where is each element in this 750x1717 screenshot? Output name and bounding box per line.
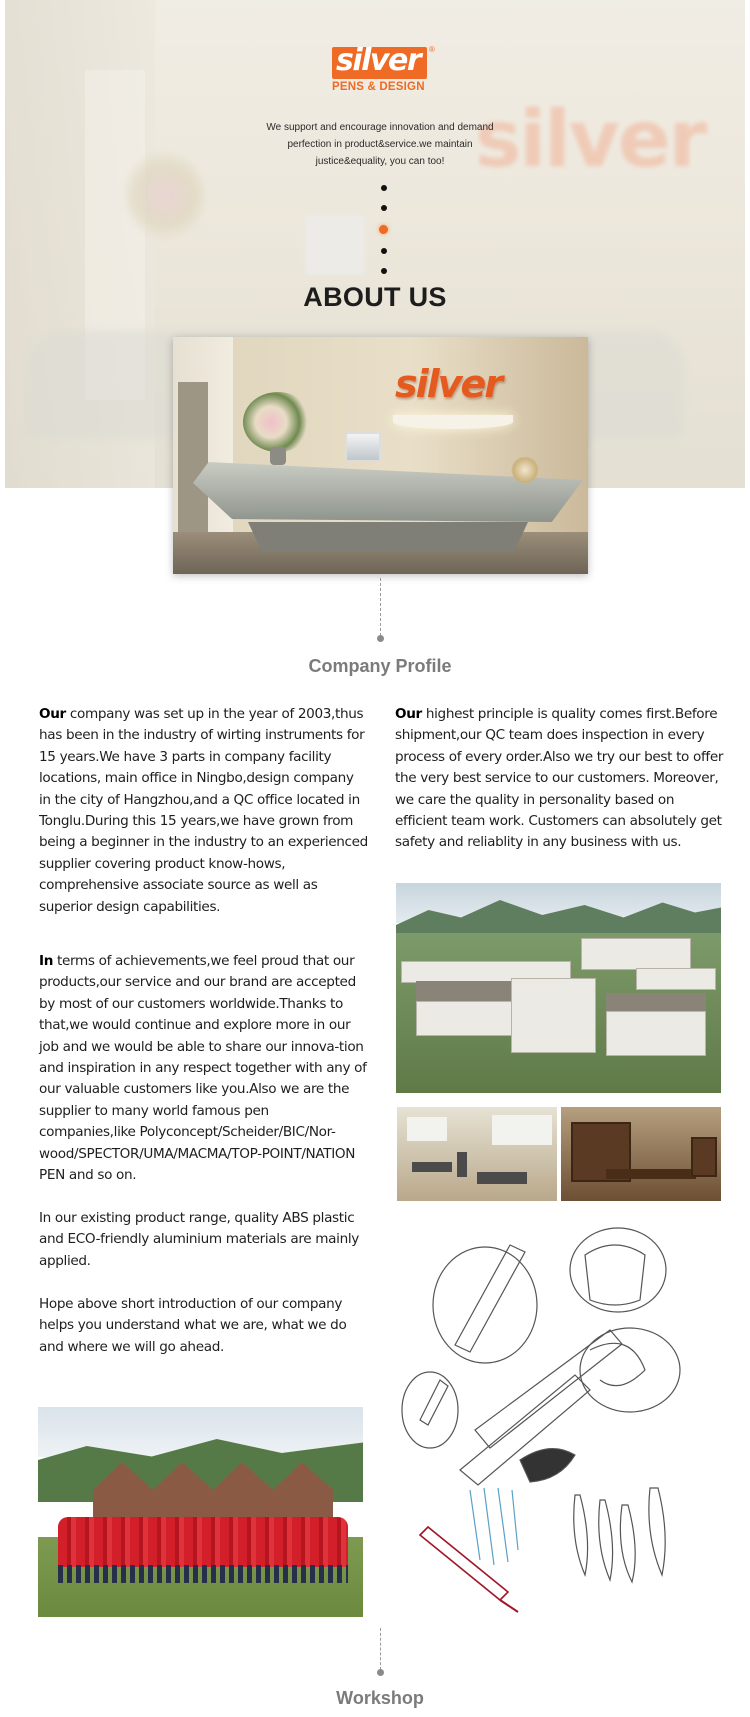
office-photo [397,1107,557,1201]
section-title-company-profile: Company Profile [308,656,452,676]
section-connector [380,578,381,636]
sketch-pen-red-tip [500,1600,518,1612]
profile-paragraph-3: In our existing product range, quality ABS plastic and ECO-friendly aluminium materials are mainly applied. [39,1210,359,1269]
photo-roof [606,993,706,1011]
slider-dot-5[interactable] [381,268,387,274]
photo-flowers [243,392,313,452]
sketch-circle [402,1372,458,1448]
paragraph-text: highest principle is quality comes first.Before shipment,our QC team does inspection in every process of every order.Also we try our best to offer the very best service to our customers. Moreover, we care the quality in personality based on efficient team work. Customers can absolutely get safety and reliablity in any business with us. [395,706,724,851]
hero-tagline: We support and encourage innovation and demand perfection in product&service.we maintain justice&equality, you can too! [266,122,494,167]
photo-table [606,1169,696,1179]
profile-paragraph-right [395,704,725,854]
sketch-pen-outline [649,1488,665,1575]
sketch-pen-red [420,1527,508,1600]
hero-bg-logo: silver [475,95,706,185]
sketch-pen-outline [574,1495,588,1575]
sketch-pen-clip [585,1245,645,1305]
slider-dot-1[interactable] [381,185,387,191]
photo-window [407,1117,447,1141]
pen-sketch-illustration [400,1220,725,1630]
sketch-circle [580,1328,680,1412]
photo-desk [477,1172,527,1184]
photo-cabinet [691,1137,717,1177]
meeting-room-photo [561,1107,721,1201]
section-connector [380,1628,381,1670]
photo-monitor [345,432,381,462]
photo-team-crowd [58,1517,348,1567]
section-title-workshop: Workshop [336,1688,424,1708]
brand-logo[interactable] [332,43,435,97]
slider-dot-2[interactable] [381,205,387,211]
sketch-circle [570,1228,666,1312]
paragraph-lead: Our [395,706,422,722]
slider-dot-4[interactable] [381,248,387,254]
paragraph-lead: In [39,953,54,969]
slider-dot-3[interactable] [379,225,388,234]
photo-window [492,1115,552,1145]
profile-paragraph-1 [39,704,369,918]
photo-building [511,978,596,1053]
photo-wall-logo: silver [395,362,501,406]
photo-roof [416,981,516,1001]
photo-building [606,1011,706,1056]
sketch-circle [433,1247,537,1363]
page-title: ABOUT US [303,282,447,312]
sketch-hand [590,1343,645,1385]
team-photo [38,1407,363,1618]
photo-chair [457,1152,467,1177]
sketch-pen-blue [470,1488,518,1565]
sketch-pen-outline [620,1505,635,1582]
photo-lucky-cat [510,457,540,483]
logo-wordmark: silver [336,43,421,78]
sketch-pen-tip [420,1380,448,1425]
logo-subtitle: PENS & DESIGN [332,81,425,93]
connector-dot [377,1669,384,1676]
photo-team-legs [58,1565,348,1583]
paragraph-text: terms of achievements,we feel proud that our products,our service and our brand are accepted by most of our customers worldwide.Thanks to that,we would continue and explore more in our job and we would be able to share our innova-tion and inspiration in any respect together with any of our valuable customers like you.Also we are the supplier to many world famous pen companies,like Polyconcept/Scheider/BIC/Nor-wood/SPECTOR/UMA/MACMA/TOP-POINT/NATION PEN and so on. [39,953,367,1184]
reception-photo [173,337,588,574]
photo-vase [270,447,286,465]
paragraph-text: company was set up in the year of 2003,thus has been in the industry of wirting instruments for 15 years.We have 3 parts in company facility locations, main office in Ningbo,design company in the city of Hangzhou,and a QC office located in Tonglu.During this 15 years,we have grown from being a beginner in the industry to an experienced supplier covering product know-hows, comprehensive associate source as well as superior design capabilities. [39,706,368,915]
sketch-pen-cap [455,1245,525,1352]
pen-sketch-svg [400,1220,725,1630]
slider-dots [379,185,389,288]
connector-dot [377,635,384,642]
sketch-pen-outline [599,1500,613,1580]
profile-paragraph-4: Hope above short introduction of our company helps you understand what we are, what we do and where we will go ahead. [39,1296,347,1355]
logo-registered-mark: ® [429,45,435,54]
profile-paragraph-2 [39,951,369,1186]
paragraph-lead: Our [39,706,66,722]
photo-light-shelf [393,415,513,429]
photo-building [416,1001,516,1036]
photo-building [636,968,716,990]
photo-building [581,938,691,970]
sketch-pen-body [475,1330,622,1448]
photo-desk [412,1162,452,1172]
sketch-hand [520,1449,575,1482]
factory-aerial-photo [396,883,721,1094]
photo-desk-base [248,522,528,552]
